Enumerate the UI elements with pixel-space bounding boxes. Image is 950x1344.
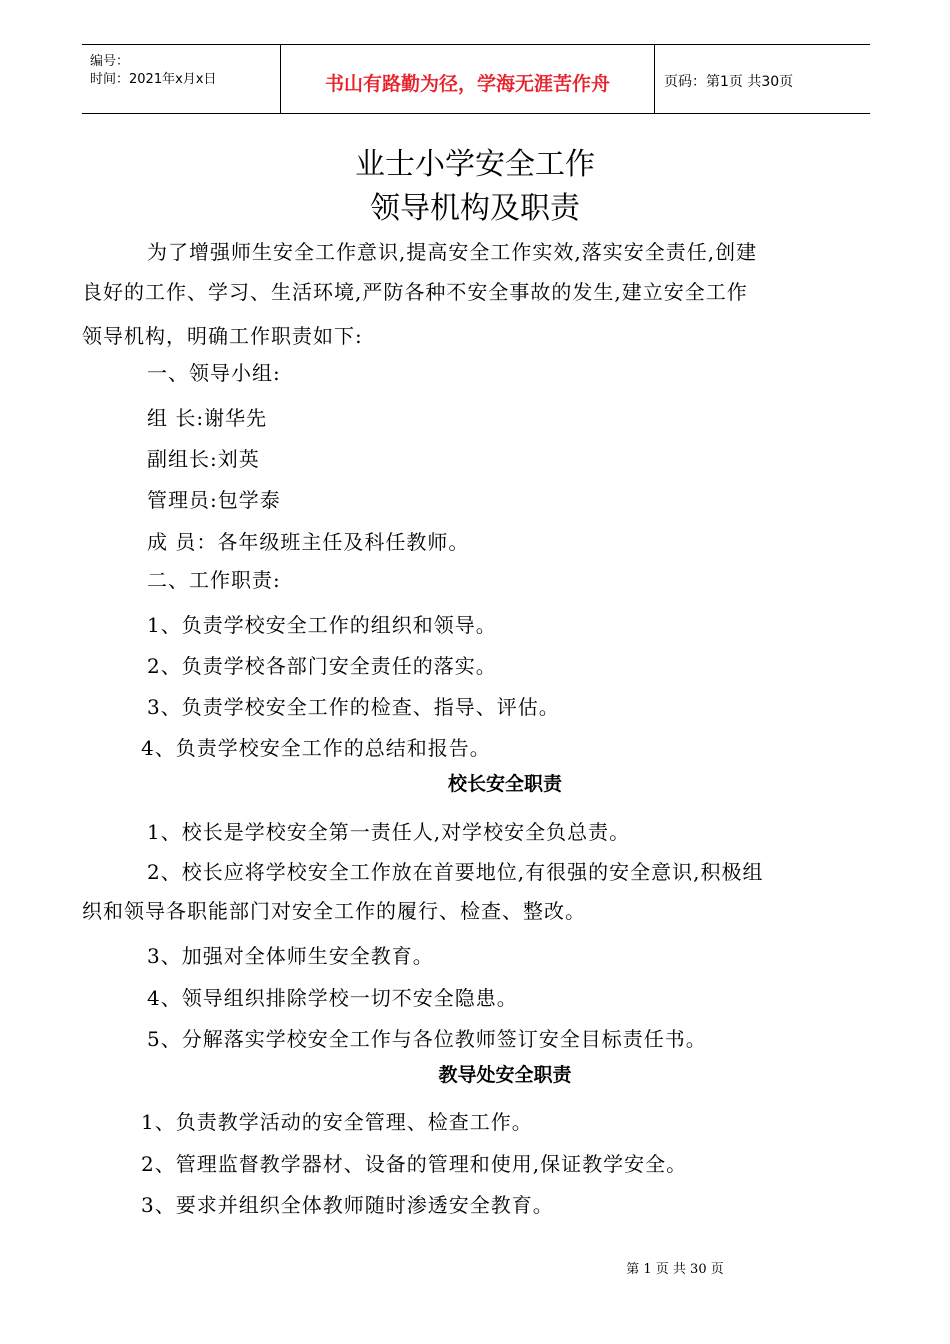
member-line: 成 员：各年级班主任及科任教师。 bbox=[147, 530, 470, 554]
duty-item: 2、负责学校各部门安全责任的落实。 bbox=[147, 654, 497, 678]
principal-duties-heading: 校长安全职责 bbox=[447, 773, 562, 795]
header-motto-cell bbox=[281, 45, 655, 113]
document-number-label: 编号： bbox=[90, 54, 130, 69]
academic-duty-line: 2、管理监督教学器材、设备的管理和使用,保证教学安全。 bbox=[141, 1152, 688, 1176]
principal-duty-line: 5、分解落实学校安全工作与各位教师签订安全目标责任书。 bbox=[147, 1027, 707, 1051]
intro-line: 为了增强师生安全工作意识,提高安全工作实效,落实安全责任,创建 bbox=[147, 240, 758, 264]
member-line: 组 长:谢华先 bbox=[147, 406, 268, 430]
duty-item: 3、负责学校安全工作的检查、指导、评估。 bbox=[147, 695, 560, 719]
page-header bbox=[82, 44, 870, 114]
member-line: 副组长:刘英 bbox=[147, 447, 260, 471]
document-time-label: 时间：2021年x月x日 bbox=[90, 72, 217, 87]
principal-duty-line: 3、加强对全体师生安全教育。 bbox=[147, 944, 434, 968]
member-line: 管理员:包学泰 bbox=[147, 488, 281, 512]
intro-line: 良好的工作、学习、生活环境,严防各种不安全事故的发生,建立安全工作 bbox=[82, 280, 748, 304]
document-title-line1: 业士小学安全工作 bbox=[355, 147, 595, 182]
header-meta-cell bbox=[82, 45, 281, 113]
principal-duty-line: 2、校长应将学校安全工作放在首要地位,有很强的安全意识,积极组 bbox=[147, 860, 764, 884]
principal-duty-line: 1、校长是学校安全第一责任人,对学校安全负总责。 bbox=[147, 820, 631, 844]
document-title-line2: 领导机构及职责 bbox=[370, 191, 580, 226]
section-heading-leadership: 一、领导小组: bbox=[147, 361, 281, 385]
header-motto: 书山有路勤为径，学海无涯苦作舟 bbox=[324, 73, 610, 95]
intro-line: 领导机构，明确工作职责如下: bbox=[82, 324, 363, 348]
principal-duty-line: 4、领导组织排除学校一切不安全隐患。 bbox=[147, 986, 518, 1010]
header-page-info: 页码：第1页 共30页 bbox=[664, 74, 794, 90]
header-page-cell bbox=[655, 45, 870, 113]
page-footer: 第 1 页 共 30 页 bbox=[626, 1262, 724, 1277]
principal-duty-line: 织和领导各职能部门对安全工作的履行、检查、整改。 bbox=[82, 899, 586, 923]
duty-item: 1、负责学校安全工作的组织和领导。 bbox=[147, 613, 497, 637]
section-heading-duties: 二、工作职责: bbox=[147, 568, 281, 592]
academic-duty-line: 3、要求并组织全体教师随时渗透安全教育。 bbox=[141, 1193, 554, 1217]
academic-duties-heading: 教导处安全职责 bbox=[438, 1064, 572, 1086]
academic-duty-line: 1、负责教学活动的安全管理、检查工作。 bbox=[141, 1110, 533, 1134]
duty-item: 4、负责学校安全工作的总结和报告。 bbox=[141, 736, 491, 760]
